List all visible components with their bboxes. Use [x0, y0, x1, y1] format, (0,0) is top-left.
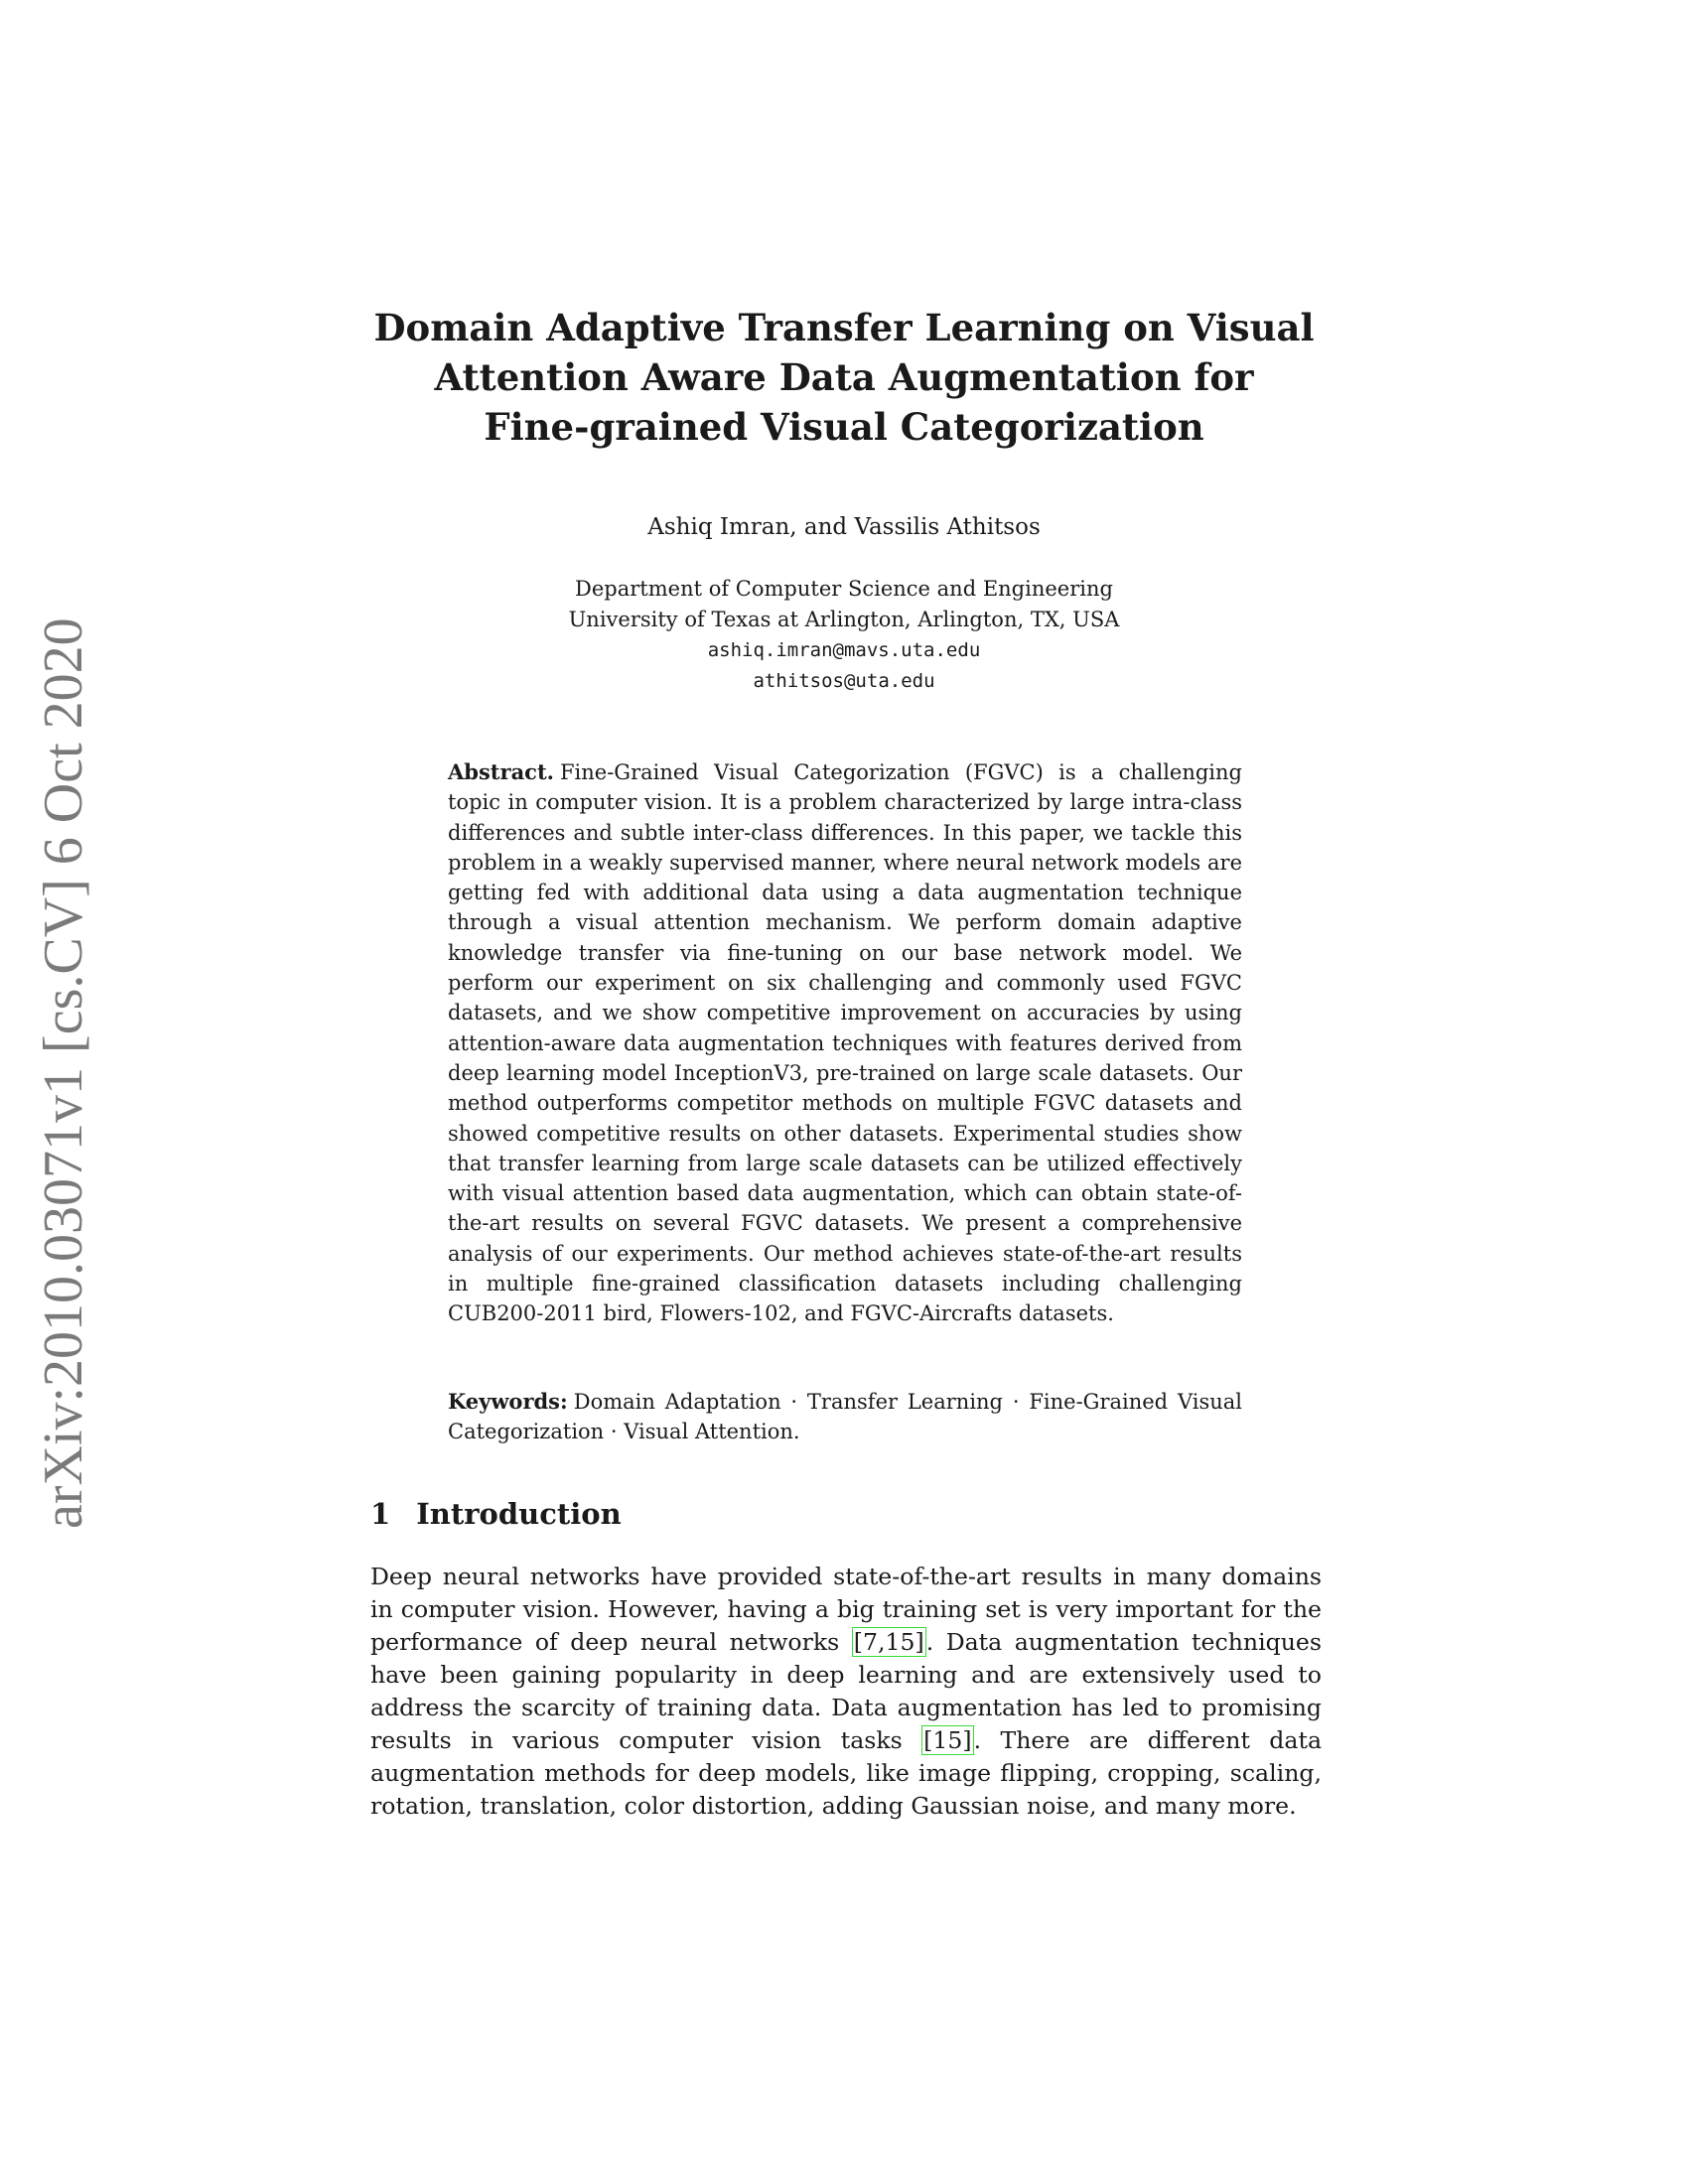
arxiv-stamp: arXiv:2010.03071v1 [cs.CV] 6 Oct 2020: [33, 617, 94, 1529]
intro-paragraph: [370, 1561, 1322, 1823]
section-title: Introduction: [416, 1497, 622, 1531]
keywords: [448, 1387, 1242, 1447]
title-line: Attention Aware Data Augmentation for: [434, 355, 1254, 399]
title-line: Fine-grained Visual Categorization: [484, 405, 1204, 449]
citation-link[interactable]: [7,15]: [853, 1628, 924, 1656]
affiliation: [328, 574, 1360, 697]
citation-link[interactable]: [15]: [923, 1726, 972, 1754]
intro-text: Deep neural networks have provided state-of-the-art results in many domains in computer vision. However, having a big training set is very important for the performance of deep neural networks: [370, 1563, 1322, 1656]
section-number: 1: [370, 1497, 391, 1531]
title-line: Domain Adaptive Transfer Learning on Visual: [373, 306, 1315, 349]
university: University of Texas at Arlington, Arlington, TX, USA: [568, 608, 1120, 631]
keywords-text: Domain Adaptation · Transfer Learning · Fine-Grained Visual Categorization · Visual Attention.: [448, 1390, 1242, 1444]
authors: Ashiq Imran, and Vassilis Athitsos: [647, 514, 1041, 540]
abstract-text: Fine-Grained Visual Categorization (FGVC) is a challenging topic in computer vision. It is a problem characterized by large intra-class differences and subtle inter-class differences. In this paper, we tackle this problem in a weakly supervised manner, where neural network models are getting fed with additional data using a data augmentation technique through a visual attention mechanism. We perform domain adaptive knowledge transfer via fine-tuning on our base network model. We perform our experiment on six challenging and commonly used FGVC datasets, and we show competitive improvement on accuracies by using attention-aware data augmentation techniques with features derived from deep learning model InceptionV3, pre-trained on large scale datasets. Our method outperforms competitor methods on multiple FGVC datasets and showed competitive results on other datasets. Experimental studies show that transfer learning from large scale datasets can be utilized effectively with visual attention based data augmentation, which can obtain state-of-the-art results on several FGVC datasets. We present a comprehensive analysis of our experiments. Our method achieves state-of-the-art results in multiple fine-grained classification datasets including challenging CUB200-2011 bird, Flowers-102, and FGVC-Aircrafts datasets.: [448, 760, 1242, 1326]
email-2[interactable]: athitsos@uta.edu: [753, 670, 935, 692]
abstract: [448, 757, 1242, 1329]
paper-title: [328, 303, 1360, 452]
email-1[interactable]: ashiq.imran@mavs.uta.edu: [707, 639, 981, 661]
intro-text: . There are different data augmentation methods for deep models, like image flipping, cropping, scaling, rotation, translation, color distortion, adding Gaussian noise, and many more.: [370, 1726, 1323, 1820]
keywords-label: Keywords:: [448, 1389, 568, 1414]
abstract-label: Abstract.: [448, 759, 554, 784]
section-heading: [370, 1497, 622, 1531]
department: Department of Computer Science and Engineering: [575, 577, 1113, 601]
intro-text: . Data augmentation techniques have been gaining popularity in deep learning and are extensively used to address the scarcity of training data. Data augmentation has led to promising results in various computer vision tasks: [370, 1628, 1322, 1754]
